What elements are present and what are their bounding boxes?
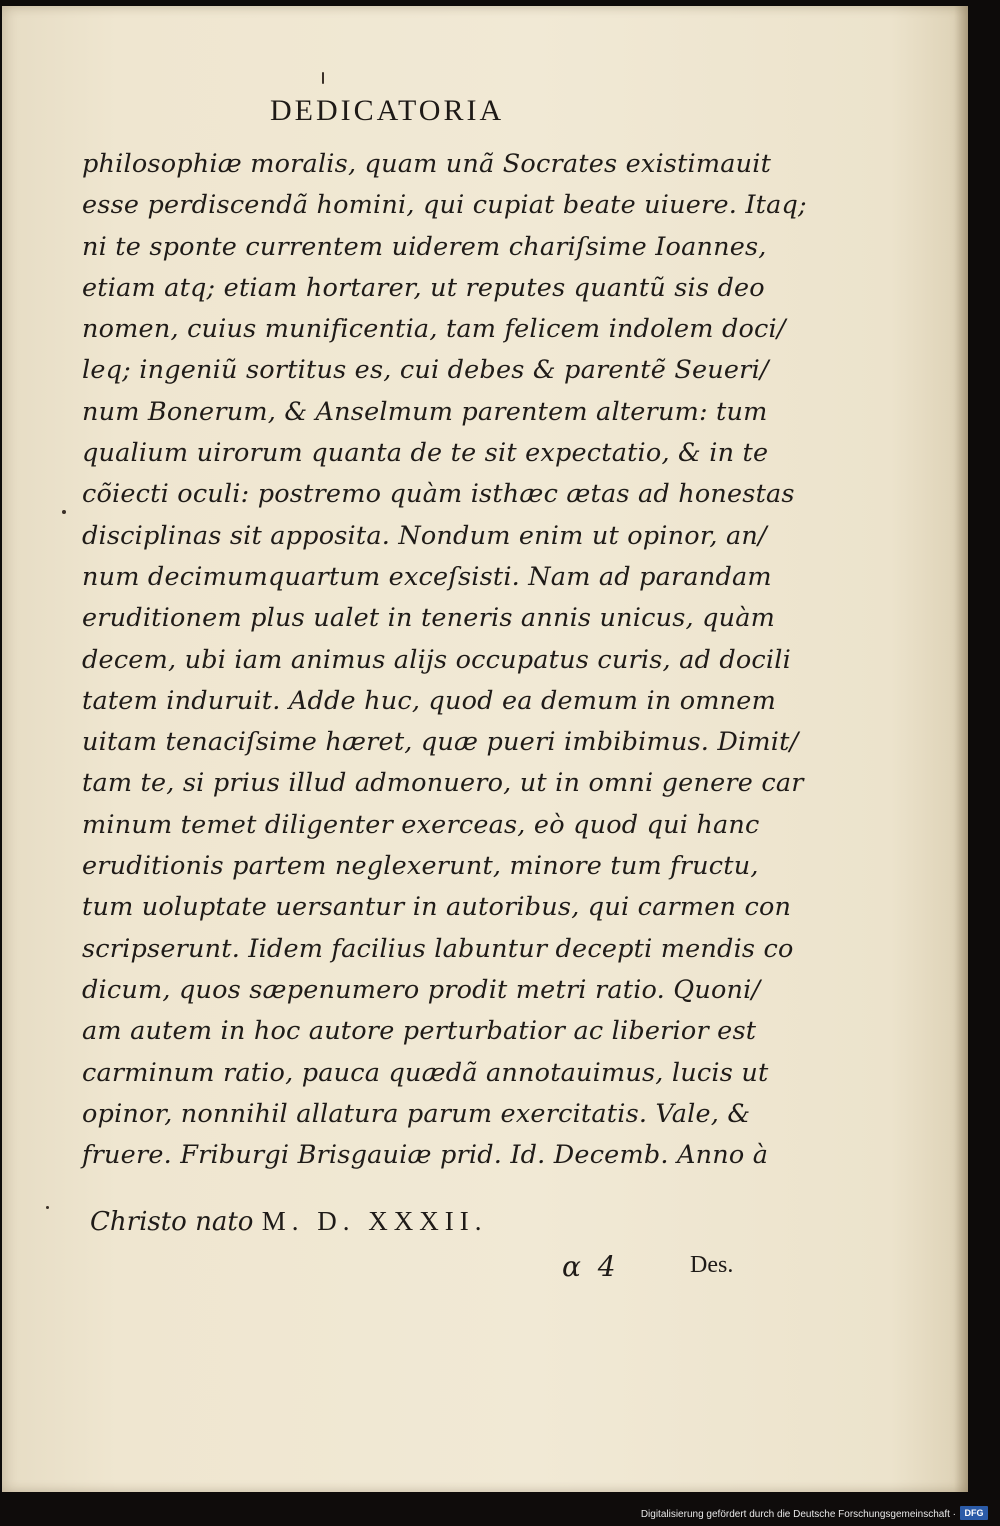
text-line: qualium uirorum quanta de te sit expectatio, & in te [82,438,769,469]
colophon-line [90,1206,487,1237]
text-line: dicum, quos sæpenumero prodit metri ratio. Quoni/ [82,974,761,1005]
text-line: am autem in hoc autore perturbatior ac liberior est [82,1016,757,1047]
book-page [2,6,968,1492]
text-line: leq; ingeniũ sortitus es, cui debes & parentẽ Seueri/ [82,355,769,386]
text-line: fruere. Friburgi Brisgauiæ prid. Id. Decemb. Anno à [82,1140,769,1171]
ink-speck [322,72,324,84]
text-line: num Bonerum, & Anselmum parentem alterum: tum [82,396,768,427]
text-line: eruditionem plus ualet in teneris annis unicus, quàm [82,603,776,634]
text-line: minum temet diligenter exerceas, eò quod qui hanc [82,809,760,840]
text-line: tatem induruit. Adde huc, quod ea demum in omnem [82,685,776,716]
text-line: scripserunt. Iidem facilius labuntur decepti mendis co [82,933,794,964]
text-line: ni te sponte currentem uiderem chariſsime Ioannes, [82,231,767,262]
dedication-text [82,144,807,1176]
dfg-logo: DFG [960,1506,988,1520]
signature-mark: α 4 [562,1250,616,1283]
text-line: esse perdiscendã homini, qui cupiat beate uiuere. Itaq; [82,190,807,221]
text-line: etiam atq; etiam hortarer, ut reputes quantũ sis deo [82,272,765,303]
text-line: carminum ratio, pauca quædã annotauimus, lucis ut [82,1057,769,1088]
catchword: Des. [690,1252,734,1278]
text-line: philosophiæ moralis, quam unã Socrates existimauit [82,149,772,179]
colophon-prefix: Christo nato [90,1207,254,1237]
text-line: opinor, nonnihil allatura parum exercitatis. Vale, & [82,1098,751,1129]
text-line: eruditionis partem neglexerunt, minore tum fructu, [82,851,759,882]
text-line: uitam tenaciſsime hæret, quæ pueri imbibimus. Dimit/ [82,727,799,758]
ink-speck [62,510,66,514]
text-line: nomen, cuius munificentia, tam felicem indolem doci/ [82,314,786,345]
text-line: num decimumquartum exceſsisti. Nam ad parandam [82,561,772,592]
text-line: cõiecti oculi: postremo quàm isthæc ætas ad honestas [82,479,795,510]
page-edge-shadow [954,6,968,1492]
colophon-year: M. D. XXXII. [261,1206,488,1236]
digitization-credit: Digitalisierung gefördert durch die Deutsche Forschungsgemeinschaft · [640,1509,956,1520]
running-head: DEDICATORIA [270,94,505,127]
ink-speck [46,1206,49,1209]
text-line: decem, ubi iam animus alijs occupatus curis, ad docili [82,644,791,675]
text-line: tum uoluptate uersantur in autoribus, qui carmen con [82,892,792,923]
text-line: disciplinas sit apposita. Nondum enim ut opinor, an/ [82,520,767,551]
text-line: tam te, si prius illud admonuero, ut in omni genere car [82,768,804,799]
